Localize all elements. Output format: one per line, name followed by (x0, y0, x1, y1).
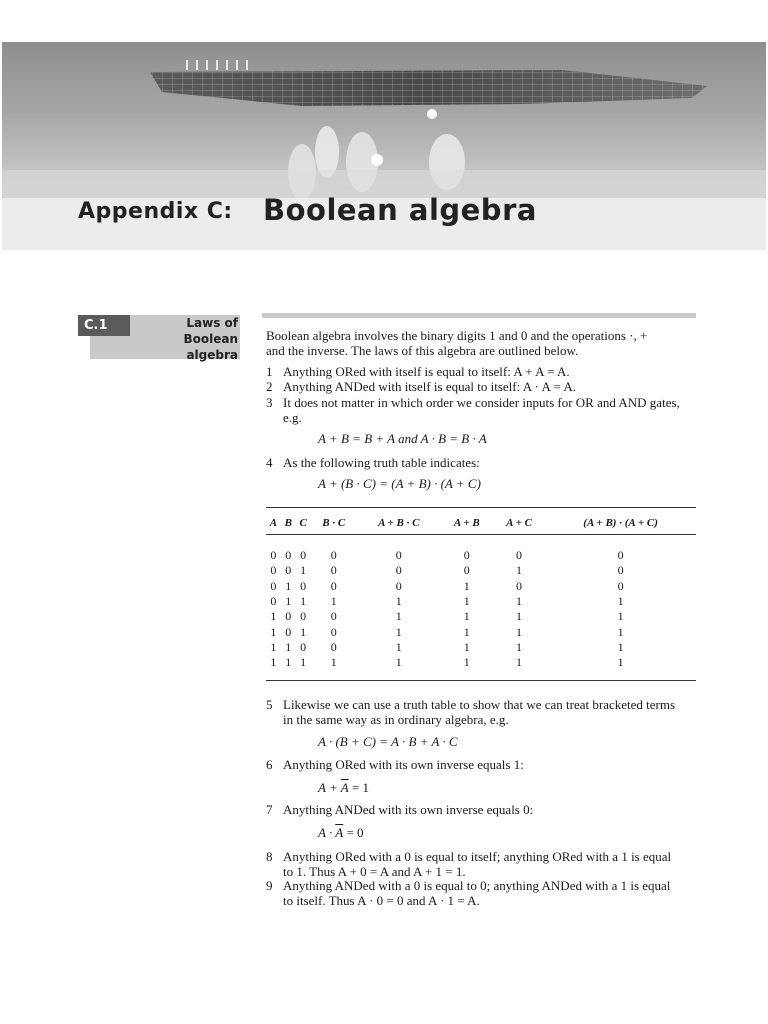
table-cell: 1 (330, 594, 337, 609)
table-row (266, 609, 696, 624)
table-cell: 1 (395, 639, 402, 654)
table-row (266, 640, 696, 655)
table-cell: 0 (285, 609, 292, 624)
table-cell: 1 (395, 655, 402, 670)
table-cell: 1 (516, 609, 523, 624)
col-header: (A + B) · (A + C) (583, 517, 658, 529)
col-header: B · C (322, 517, 346, 529)
law-5-equation: A · (B + C) = A · B + A · C (318, 734, 458, 749)
col-header: A + B (453, 517, 480, 529)
law-text: It does not matter in which order we consider inputs for OR and AND gates, e.g. (283, 395, 680, 425)
table-cell: 1 (270, 609, 277, 624)
section-title (134, 315, 238, 363)
chapter-label: Appendix C: (78, 199, 233, 224)
table-cell: 0 (330, 578, 337, 593)
table-top-rule (266, 507, 696, 508)
table-cell: 1 (395, 609, 402, 624)
table-cell: 1 (285, 655, 292, 670)
law-number: 4 (266, 455, 273, 470)
eq-right: = 1 (348, 780, 370, 795)
table-cell: 0 (330, 563, 337, 578)
table-cell: 0 (395, 548, 402, 563)
table-cell: 1 (270, 655, 277, 670)
eq-right: = 0 (343, 825, 364, 840)
law-text: Anything ORed with itself is equal to itself: A + A = A. (283, 364, 570, 379)
eq-left: A + (318, 780, 341, 795)
eq-inverse: $\overline{A}$ (335, 825, 344, 840)
table-cell: 0 (270, 548, 277, 563)
law-number: 6 (266, 757, 273, 772)
section-title-line1: Laws of Boolean (183, 316, 238, 346)
table-cell: 0 (285, 548, 292, 563)
law-3-equation: A + B = B + A and A · B = B · A (318, 431, 487, 446)
table-cell: 0 (330, 548, 337, 563)
table-cell: 1 (285, 594, 292, 609)
law-text: Likewise we can use a truth table to show that we can treat bracketed terms in the same way as in ordinary algebra, e.g. (283, 697, 676, 727)
col-header: C (299, 517, 307, 529)
table-cell: 1 (463, 624, 470, 639)
table-cell: 0 (463, 563, 470, 578)
table-cell: 1 (516, 624, 523, 639)
eq-left: A · (318, 825, 336, 840)
section-number: C.1 (78, 315, 130, 336)
table-cell: 1 (617, 594, 624, 609)
intro-line-2: and the inverse. The laws of this algebra are outlined below. (266, 343, 579, 358)
law-text: Anything ORed with a 0 is equal to itself; anything ORed with a 1 is equal to 1. Thus A + 0 = A and A + 1 = 1. (283, 849, 672, 879)
law-7-equation (318, 825, 364, 841)
col-header: A (269, 517, 278, 529)
table-cell: 0 (300, 639, 307, 654)
truth-table-header-row (266, 512, 696, 535)
table-cell: 0 (617, 578, 624, 593)
law-text: Anything ANDed with itself is equal to itself: A · A = A. (283, 379, 576, 394)
table-cell: 0 (617, 563, 624, 578)
table-cell: 1 (463, 578, 470, 593)
table-cell: 1 (516, 655, 523, 670)
table-cell: 0 (270, 594, 277, 609)
table-cell: 1 (285, 639, 292, 654)
table-cell: 1 (463, 655, 470, 670)
table-cell: 1 (285, 578, 292, 593)
table-row (266, 579, 696, 594)
table-cell: 1 (270, 624, 277, 639)
table-cell: 0 (516, 548, 523, 563)
col-header: B (284, 517, 292, 529)
law-text: Anything ANDed with its own inverse equals 0: (283, 802, 534, 817)
law-number: 8 (266, 849, 273, 864)
table-row (266, 563, 696, 578)
table-row (266, 594, 696, 609)
intro-line-1: Boolean algebra involves the binary digits 1 and 0 and the operations ·, + (266, 328, 648, 343)
eq-inverse: $\overline{A}$ (340, 780, 349, 795)
table-cell: 1 (270, 639, 277, 654)
table-row (266, 548, 696, 563)
table-cell: 1 (617, 609, 624, 624)
table-cell: 0 (285, 563, 292, 578)
table-row (266, 655, 696, 670)
table-cell: 0 (617, 548, 624, 563)
law-number: 3 (266, 395, 273, 410)
table-cell: 0 (270, 578, 277, 593)
table-cell: 1 (617, 624, 624, 639)
table-bottom-rule (266, 680, 696, 681)
col-header: A + C (506, 517, 532, 529)
table-cell: 1 (300, 594, 307, 609)
law-number: 2 (266, 379, 273, 394)
table-cell: 0 (395, 578, 402, 593)
law-text: Anything ANDed with a 0 is equal to 0; anything ANDed with a 1 is equal to itself. Thus A · 0 = 0 and A · 1 = A. (283, 878, 671, 908)
section-title-line2: algebra (186, 348, 238, 362)
table-cell: 0 (300, 578, 307, 593)
chapter-title: Boolean algebra (263, 193, 537, 227)
table-cell: 1 (617, 639, 624, 654)
law-number: 9 (266, 878, 273, 893)
law-text: As the following truth table indicates: (283, 455, 480, 470)
table-cell: 1 (463, 639, 470, 654)
table-cell: 1 (463, 609, 470, 624)
law-4-equation: A + (B · C) = (A + B) · (A + C) (318, 476, 481, 491)
table-cell: 0 (463, 548, 470, 563)
table-cell: 0 (516, 578, 523, 593)
table-cell: 1 (617, 655, 624, 670)
table-cell: 1 (463, 594, 470, 609)
table-row (266, 624, 696, 639)
law-6-equation (318, 780, 369, 796)
table-cell: 1 (300, 624, 307, 639)
table-cell: 1 (300, 655, 307, 670)
table-cell: 0 (270, 563, 277, 578)
table-cell: 1 (516, 594, 523, 609)
table-cell: 0 (330, 639, 337, 654)
table-cell: 0 (330, 624, 337, 639)
table-cell: 0 (300, 609, 307, 624)
table-cell: 0 (300, 548, 307, 563)
table-cell: 0 (395, 563, 402, 578)
law-number: 7 (266, 802, 273, 817)
table-cell: 1 (516, 639, 523, 654)
table-cell: 0 (330, 609, 337, 624)
law-number: 5 (266, 697, 273, 712)
section-rule (262, 313, 696, 318)
law-text: Anything ORed with its own inverse equals 1: (283, 757, 524, 772)
table-cell: 1 (516, 563, 523, 578)
table-cell: 0 (285, 624, 292, 639)
table-cell: 1 (300, 563, 307, 578)
law-number: 1 (266, 364, 273, 379)
table-cell: 1 (395, 594, 402, 609)
table-cell: 1 (395, 624, 402, 639)
col-header: A + B · C (378, 517, 420, 529)
truth-table (266, 512, 696, 670)
table-cell: 1 (330, 655, 337, 670)
